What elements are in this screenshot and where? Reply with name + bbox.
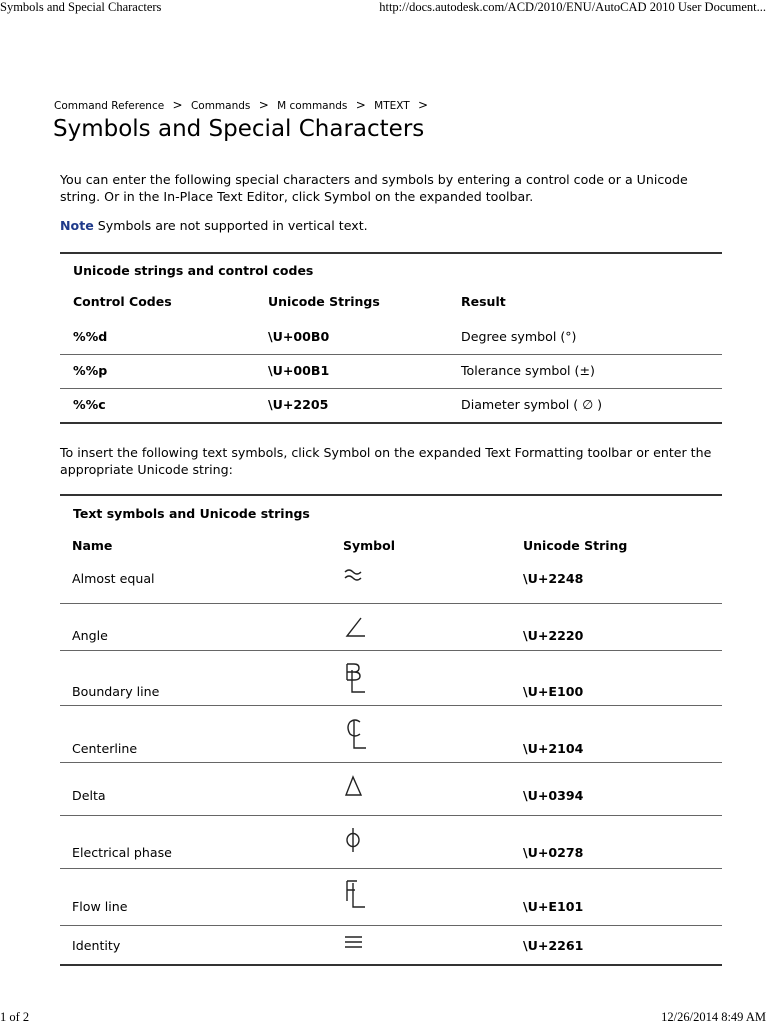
breadcrumb-separator: > <box>258 98 269 112</box>
header-unicode-strings: Unicode Strings <box>268 294 380 309</box>
unicode-string: \U+2205 <box>268 397 329 412</box>
print-datetime: 12/26/2014 8:49 AM <box>661 1010 766 1024</box>
angle-icon <box>343 616 369 643</box>
header-name: Name <box>72 538 113 553</box>
flow-line-icon <box>343 877 367 916</box>
table-row <box>60 604 722 651</box>
symbol-name: Boundary line <box>72 684 160 699</box>
print-header <box>0 0 768 16</box>
header-unicode-string: Unicode String <box>523 538 628 553</box>
unicode-string: \U+E100 <box>523 684 584 699</box>
symbol-name: Delta <box>72 788 106 803</box>
boundary-line-icon <box>343 662 367 697</box>
symbol-name: Flow line <box>72 899 128 914</box>
unicode-string: \U+0394 <box>523 788 584 803</box>
unicode-string: \U+00B0 <box>268 329 330 344</box>
note-label: Note <box>60 218 94 233</box>
note <box>60 217 730 234</box>
identity-icon <box>343 934 365 953</box>
unicode-string: \U+2104 <box>523 741 584 756</box>
table-row <box>60 706 722 763</box>
breadcrumb-separator: > <box>172 98 183 112</box>
symbol-name: Angle <box>72 628 108 643</box>
table-row <box>60 926 722 966</box>
almost-equal-icon <box>343 563 365 588</box>
unicode-string: \U+0278 <box>523 845 584 860</box>
symbol-name: Centerline <box>72 741 138 756</box>
result: Tolerance symbol (±) <box>461 363 595 378</box>
breadcrumb-separator: > <box>418 98 429 112</box>
control-code: %%d <box>73 329 108 344</box>
symbol-name: Identity <box>72 938 121 953</box>
control-code: %%c <box>73 397 106 412</box>
insert-paragraph: To insert the following text symbols, click Symbol on the expanded Text Formatting toolbar or enter the appropriate Unicode string: <box>60 445 712 477</box>
delta-icon <box>343 775 365 802</box>
unicode-string: \U+2220 <box>523 628 584 643</box>
page-title: Symbols and Special Characters <box>53 116 425 142</box>
header-result: Result <box>461 294 506 309</box>
table-row <box>60 355 722 389</box>
result: Diameter symbol ( ∅ ) <box>461 397 603 412</box>
symbol-name: Electrical phase <box>72 845 172 860</box>
page-number: 1 of 2 <box>0 1010 30 1024</box>
unicode-string: \U+2248 <box>523 571 584 586</box>
print-header-title: Symbols and Special Characters <box>0 0 162 14</box>
unicode-string: \U+2261 <box>523 938 584 953</box>
symbol-name: Almost equal <box>72 571 155 586</box>
centerline-icon <box>343 717 367 754</box>
note-text: Symbols are not supported in vertical text. <box>97 218 368 233</box>
table-header-row <box>60 529 722 557</box>
header-symbol: Symbol <box>343 538 395 553</box>
breadcrumb-item-mtext[interactable]: MTEXT <box>374 100 410 112</box>
table-caption: Text symbols and Unicode strings <box>73 506 310 521</box>
control-code: %%p <box>73 363 108 378</box>
table-row <box>60 557 722 604</box>
table-row <box>60 651 722 706</box>
table-header-row <box>60 287 722 321</box>
unicode-string: \U+00B1 <box>268 363 330 378</box>
breadcrumb-separator: > <box>355 98 366 112</box>
table-caption: Unicode strings and control codes <box>73 263 314 278</box>
print-header-url: http://docs.autodesk.com/ACD/2010/ENU/AutoCAD 2010 User Document... <box>379 0 766 14</box>
table-row <box>60 321 722 355</box>
result: Degree symbol (°) <box>461 329 577 344</box>
table-row <box>60 869 722 926</box>
table-row <box>60 763 722 816</box>
intro-paragraph: You can enter the following special characters and symbols by entering a control code or a Unicode string. Or in the In-Place Text Editor, click Symbol on the expanded toolbar. <box>60 172 688 204</box>
unicode-string: \U+E101 <box>523 899 584 914</box>
control-codes-table <box>60 252 722 424</box>
table-row <box>60 389 722 424</box>
breadcrumb-item-command-reference[interactable]: Command Reference <box>54 100 165 112</box>
breadcrumb-item-commands[interactable]: Commands <box>190 100 251 112</box>
breadcrumb-item-m-commands[interactable]: M commands <box>277 100 348 112</box>
electrical-phase-icon <box>343 826 365 857</box>
breadcrumb <box>54 98 433 112</box>
table-row <box>60 816 722 869</box>
header-control-codes: Control Codes <box>73 294 172 309</box>
text-symbols-table <box>60 494 722 966</box>
